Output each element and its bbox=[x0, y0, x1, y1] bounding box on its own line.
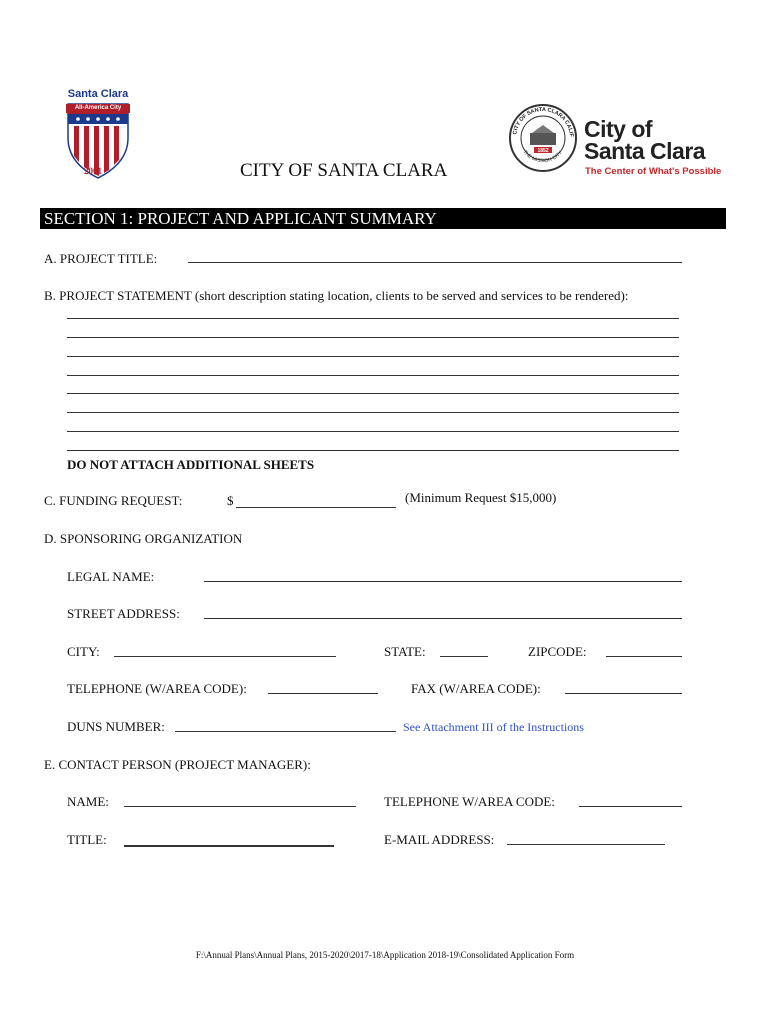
project-statement-line[interactable] bbox=[67, 356, 679, 357]
logo-banner-text: All-America City bbox=[66, 104, 130, 113]
no-attach-note: DO NOT ATTACH ADDITIONAL SHEETS bbox=[67, 457, 315, 472]
legal-name-field[interactable] bbox=[204, 581, 682, 582]
project-statement-label: B. PROJECT STATEMENT (short description stating location, clients to be served and services to be rendered): bbox=[44, 288, 629, 303]
section-title: SECTION 1: PROJECT AND APPLICANT SUMMARY bbox=[44, 209, 437, 228]
all-america-city-logo bbox=[60, 88, 136, 180]
document-title: CITY OF SANTA CLARA bbox=[240, 160, 448, 181]
funding-request-field[interactable] bbox=[236, 507, 396, 508]
sponsoring-organization-label: D. SPONSORING ORGANIZATION bbox=[44, 531, 243, 546]
seal-year: 1852 bbox=[537, 148, 549, 154]
funding-request-label: C. FUNDING REQUEST: bbox=[44, 493, 183, 508]
fax-field[interactable] bbox=[565, 693, 682, 694]
duns-number-label: DUNS NUMBER: bbox=[67, 719, 165, 734]
contact-title-label: TITLE: bbox=[67, 832, 107, 847]
project-title-field[interactable] bbox=[188, 262, 682, 263]
duns-number-field[interactable] bbox=[175, 731, 396, 732]
state-field[interactable] bbox=[440, 656, 488, 657]
project-title-label: A. PROJECT TITLE: bbox=[44, 251, 158, 266]
contact-telephone-label: TELEPHONE W/AREA CODE: bbox=[384, 794, 555, 809]
street-address-field[interactable] bbox=[204, 618, 682, 619]
seal-bottom-text: THE MISSION CITY bbox=[521, 149, 564, 165]
logo-year: 2001 bbox=[84, 166, 102, 176]
project-statement-line[interactable] bbox=[67, 431, 679, 432]
city-seal-icon bbox=[508, 103, 578, 173]
state-label: STATE: bbox=[384, 644, 426, 659]
funding-minimum-note: (Minimum Request $15,000) bbox=[405, 490, 557, 505]
footer-file-path: F:\Annual Plans\Annual Plans, 2015-2020\2017-18\Application 2018-19\Consolidated Application Form bbox=[195, 950, 575, 960]
zipcode-field[interactable] bbox=[606, 656, 682, 657]
telephone-label: TELEPHONE (W/AREA CODE): bbox=[67, 681, 247, 696]
project-statement-line[interactable] bbox=[67, 450, 679, 451]
legal-name-label: LEGAL NAME: bbox=[67, 569, 155, 584]
city-tagline: The Center of What's Possible bbox=[585, 166, 722, 177]
email-address-label: E-MAIL ADDRESS: bbox=[384, 832, 495, 847]
project-statement-line[interactable] bbox=[67, 393, 679, 394]
project-statement-line[interactable] bbox=[67, 412, 679, 413]
city-field[interactable] bbox=[114, 656, 336, 657]
contact-title-field[interactable] bbox=[124, 845, 334, 847]
project-statement-line[interactable] bbox=[67, 375, 679, 376]
city-label: CITY: bbox=[67, 644, 100, 659]
contact-person-label: E. CONTACT PERSON (PROJECT MANAGER): bbox=[44, 757, 311, 772]
contact-telephone-field[interactable] bbox=[579, 806, 682, 807]
city-seal-logo bbox=[508, 103, 578, 173]
email-address-field[interactable] bbox=[507, 844, 665, 845]
santa-clara-text: Santa Clara bbox=[584, 138, 706, 164]
project-statement-line[interactable] bbox=[67, 337, 679, 338]
telephone-field[interactable] bbox=[268, 693, 378, 694]
project-statement-line[interactable] bbox=[67, 318, 679, 319]
logo-santa-clara-text: Santa Clara bbox=[67, 88, 129, 100]
seal-top-text: CITY OF SANTA CLARA CALIF bbox=[512, 106, 575, 138]
funding-currency: $ bbox=[227, 493, 234, 508]
duns-instructions-link[interactable]: See Attachment III of the Instructions bbox=[403, 720, 584, 734]
contact-name-label: NAME: bbox=[67, 794, 109, 809]
street-address-label: STREET ADDRESS: bbox=[67, 606, 180, 621]
city-of-text: City of bbox=[584, 116, 653, 142]
contact-name-field[interactable] bbox=[124, 806, 356, 807]
zipcode-label: ZIPCODE: bbox=[528, 644, 587, 659]
fax-label: FAX (W/AREA CODE): bbox=[411, 681, 541, 696]
